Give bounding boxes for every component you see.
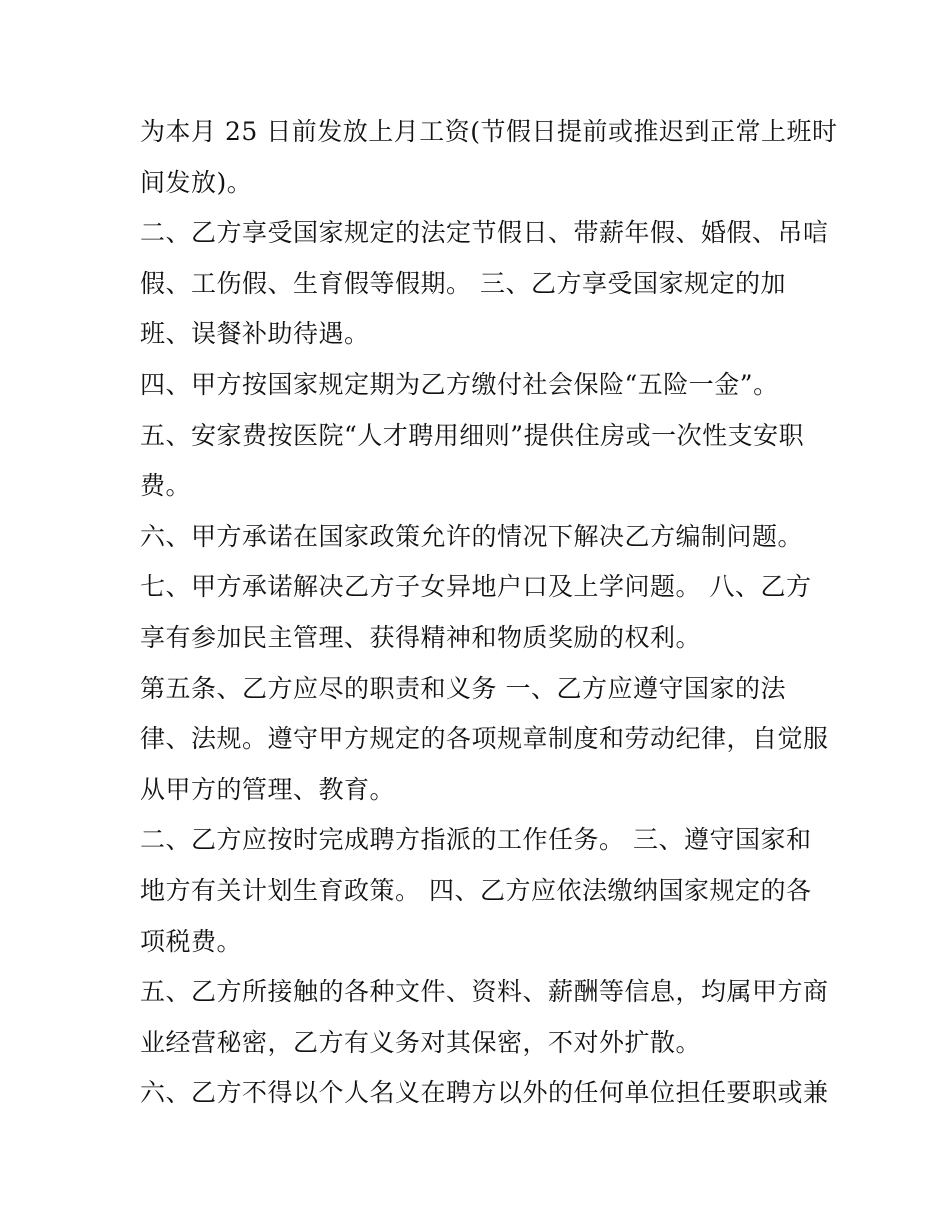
text-line: 七、甲方承诺解决乙方子女异地户口及上学问题。 八、乙方 bbox=[140, 572, 812, 602]
text-line: 四、甲方按国家规定期为乙方缴付社会保险“五险一金”。 bbox=[140, 369, 779, 399]
text-line: 五、安家费按医院“人才聘用细则”提供住房或一次性支安职 bbox=[140, 420, 805, 450]
text-line: 间发放)。 bbox=[140, 167, 253, 197]
text-line: 享有参加民主管理、获得精神和物质奖励的权利。 bbox=[140, 622, 702, 652]
text-line: 业经营秘密，乙方有义务对其保密，不对外扩散。 bbox=[140, 1027, 702, 1057]
text-line: 假、工伤假、生育假等假期。 三、乙方享受国家规定的加 bbox=[140, 268, 786, 298]
text-line: 六、甲方承诺在国家政策允许的情况下解决乙方编制问题。 bbox=[140, 521, 804, 551]
text-line: 五、乙方所接触的各种文件、资料、薪酬等信息，均属甲方商 bbox=[140, 977, 829, 1007]
text-line: 二、乙方享受国家规定的法定节假日、带薪年假、婚假、吊唁 bbox=[140, 218, 829, 248]
text-line: 地方有关计划生育政策。 四、乙方应依法缴纳国家规定的各 bbox=[140, 875, 812, 905]
text-line: 第五条、乙方应尽的职责和义务 一、乙方应遵守国家的法 bbox=[140, 673, 786, 703]
text-line: 六、乙方不得以个人名义在聘方以外的任何单位担任要职或兼 bbox=[140, 1078, 829, 1108]
text-line: 从甲方的管理、教育。 bbox=[140, 774, 396, 804]
text-line: 项税费。 bbox=[140, 926, 243, 956]
text-line: 为本月 25 日前发放上月工资(节假日提前或推迟到正常上班时 bbox=[140, 117, 838, 146]
text-line: 二、乙方应按时完成聘方指派的工作任务。 三、遵守国家和 bbox=[140, 825, 812, 855]
document-body bbox=[140, 107, 838, 1119]
text-line: 班、误餐补助待遇。 bbox=[140, 319, 370, 349]
text-line: 费。 bbox=[140, 471, 192, 501]
text-line: 律、法规。遵守甲方规定的各项规章制度和劳动纪律，自觉服 bbox=[140, 724, 829, 754]
